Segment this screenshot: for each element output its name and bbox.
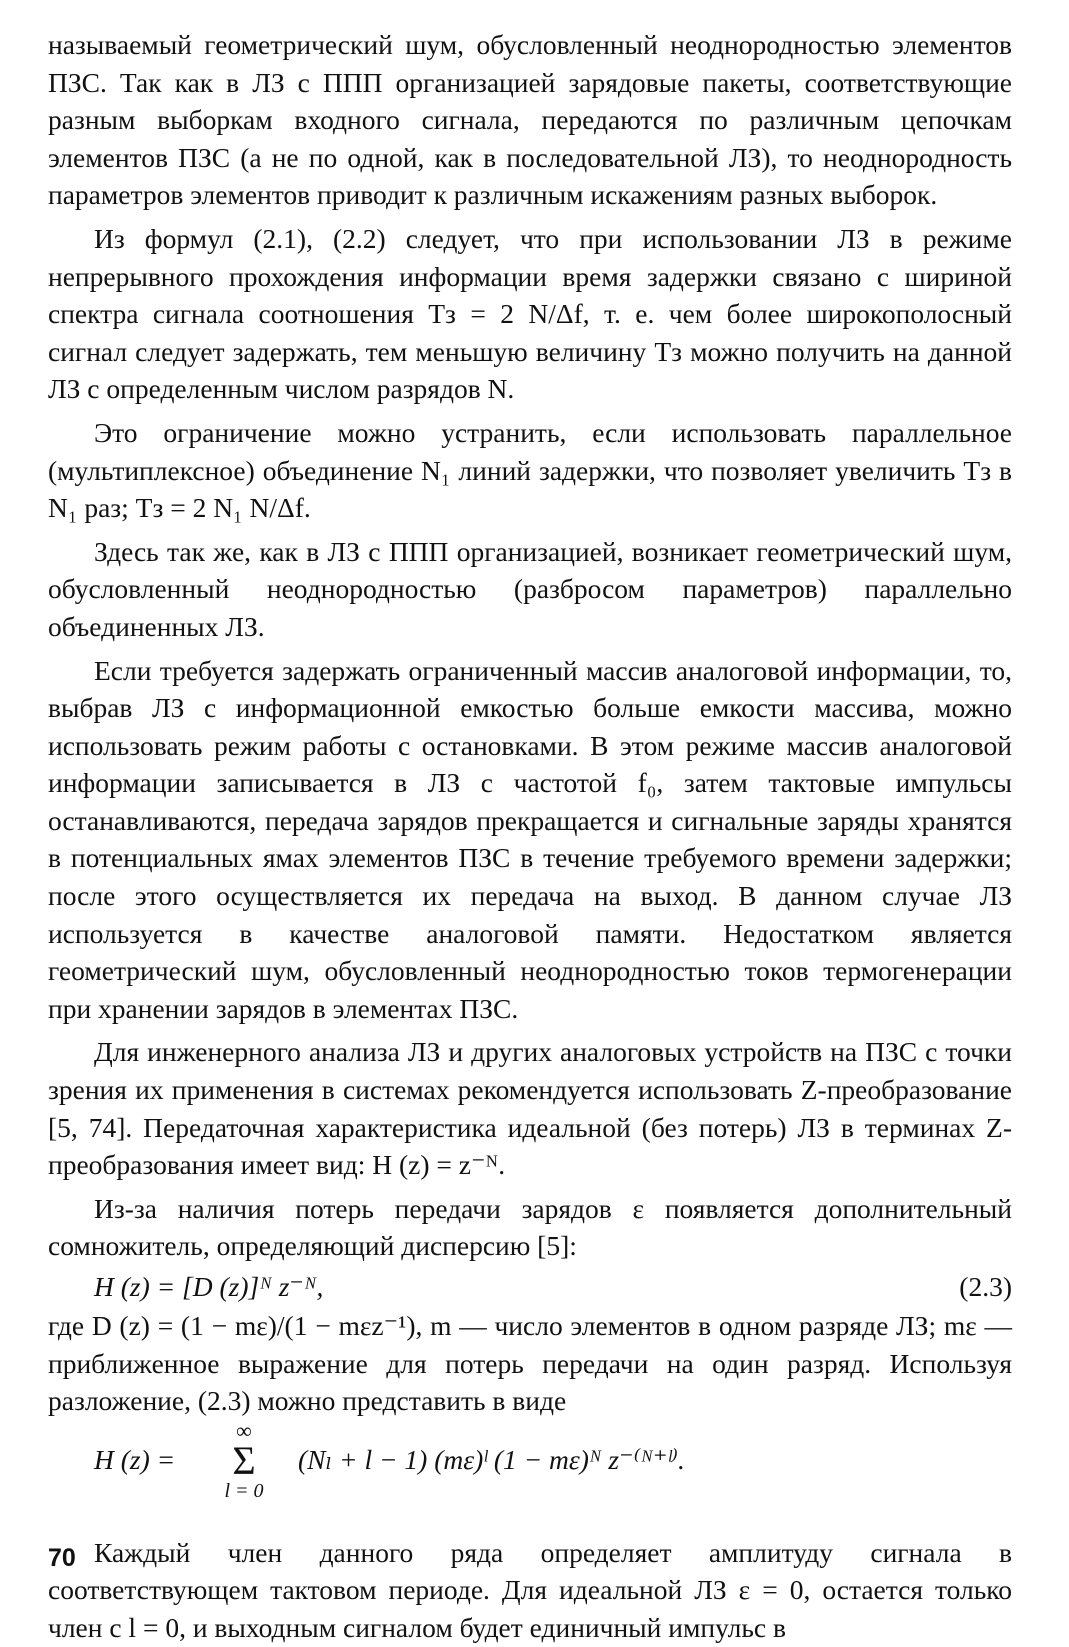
paragraph-7: Из-за наличия потерь передачи зарядов ε появляется дополнительный сомножитель, определяющий дисперсию [5]:: [48, 1192, 1012, 1262]
series-rhs: (Nₗ + l − 1) (mε)ˡ (1 − mε)ᴺ z⁻⁽ᴺ⁺ˡ⁾.: [298, 1443, 685, 1475]
sum-lower-limit: l = 0: [224, 1479, 264, 1502]
final-paragraph: Каждый член данного ряда определяет амплитуду сигнала в соответствующем тактовом периоде. Для идеальной ЛЗ ε = 0, остается только член с l = 0, и выходным сигналом будет единичный импульс в: [48, 1536, 1012, 1643]
series-lhs: H (z) =: [94, 1443, 176, 1475]
sum-upper-limit: ∞: [236, 1417, 252, 1443]
series-expansion-equation: [48, 1417, 1012, 1512]
summation-symbol: [204, 1417, 284, 1502]
equation-2-3-number: (2.3): [959, 1271, 1012, 1302]
equation-explanation: где D (z) = (1 − mε)/(1 − mεz⁻¹), m — число элементов в одном разряде ЛЗ; mε — приближенное выражение для потерь передачи на один разряд. Используя разложение, (2.3) можно представить в виде: [48, 1310, 1012, 1417]
paragraph-2: Из формул (2.1), (2.2) следует, что при использовании ЛЗ в режиме непрерывного прохождения информации время задержки связано с шириной спектра сигнала соотношения Tз = 2 N/Δf, т. е. чем более широкополосный сигнал следует задержать, тем меньшую величину Tз можно получить на данной ЛЗ с определенным числом разрядов N.: [48, 222, 1012, 405]
paragraph-4: Здесь так же, как в ЛЗ с ППП организацией, возникает геометрический шум, обусловленный неоднородностью (разбросом параметров) параллельно объединенных ЛЗ.: [48, 535, 1012, 642]
equation-2-3: [48, 1265, 1012, 1307]
page-number: 70: [48, 1544, 76, 1572]
sum-sign: Σ: [232, 1437, 256, 1483]
page-body: [48, 26, 1012, 1647]
paragraph-1: называемый геометрический шум, обусловленный неоднородностью элементов ПЗС. Так как в ЛЗ с ППП организацией зарядовые пакеты, соответствующие разным выборкам входного сигнала, передаются по различным цепочкам элементов ПЗС (а не по одной, как в последовательной ЛЗ), то неоднородность параметров элементов приводит к различным искажениям разных выборок.: [48, 29, 1012, 211]
paragraph-5: Если требуется задержать ограниченный массив аналоговой информации, то, выбрав ЛЗ с информационной емкостью больше емкости массива, можно использовать режим работы с остановками. В этом режиме массив аналоговой информации записывается в ЛЗ с частотой f₀, затем тактовые импульсы останавливаются, передача зарядов прекращается и сигнальные заряды хранятся в потенциальных ямах элементов ПЗС в течение требуемого времени задержки; после этого осуществляется их передача на выход. В данном случае ЛЗ используется в качестве аналоговой памяти. Недостатком является геометрический шум, обусловленный неоднородностью токов термогенерации при хранении зарядов в элементах ПЗС.: [48, 654, 1012, 1024]
equation-2-3-body: H (z) = [D (z)]ᴺ z⁻ᴺ,: [94, 1271, 324, 1302]
paragraph-3: Это ограничение можно устранить, если использовать параллельное (мультиплексное) объединение N₁ линий задержки, что позволяет увеличить Tз в N₁ раз; Tз = 2 N₁ N/Δf.: [48, 416, 1012, 524]
paragraph-6: Для инженерного анализа ЛЗ и других аналоговых устройств на ПЗС с точки зрения их применения в системах рекомендуется использовать Z-преобразование [5, 74]. Передаточная характеристика идеальной (без потерь) ЛЗ в терминах Z-преобразования имеет вид: H (z) = z⁻ᴺ.: [48, 1036, 1012, 1181]
